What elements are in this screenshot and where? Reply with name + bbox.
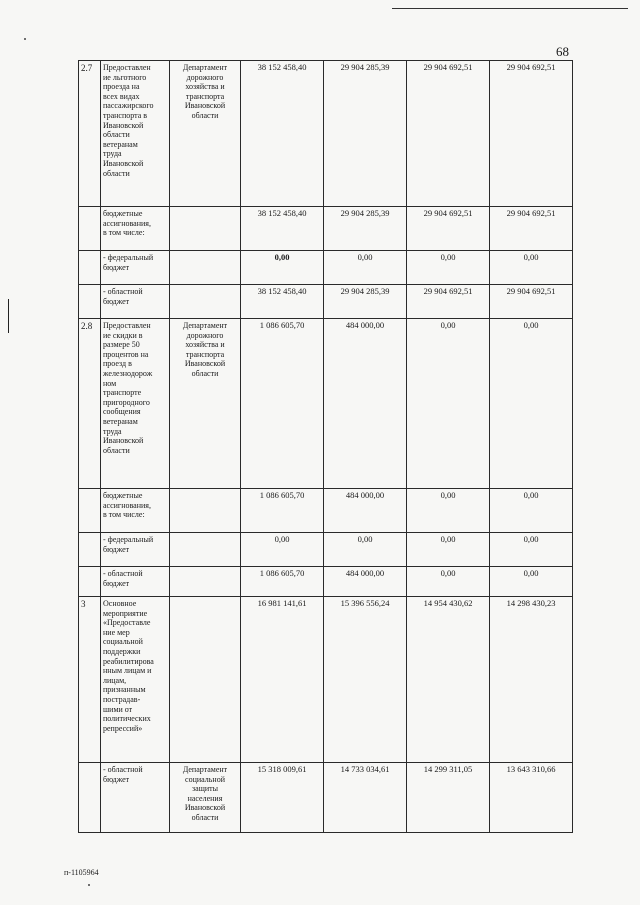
row-number	[79, 763, 101, 833]
table-row	[79, 207, 573, 251]
executor	[170, 533, 241, 567]
executor	[170, 489, 241, 533]
value-cell: 15 318 009,61	[241, 763, 324, 833]
value-cell: 29 904 285,39	[324, 61, 407, 207]
footer-code: п-1105964	[64, 868, 99, 877]
table-row	[79, 251, 573, 285]
table-row	[79, 567, 573, 597]
row-number	[79, 251, 101, 285]
value-cell: 0,00	[407, 319, 490, 489]
value-cell: 0,00	[407, 533, 490, 567]
value-cell: 484 000,00	[324, 567, 407, 597]
value-cell: 0,00	[407, 567, 490, 597]
row-number	[79, 285, 101, 319]
value-cell: 0,00	[490, 319, 573, 489]
row-number: 2.8	[79, 319, 101, 489]
table-row	[79, 285, 573, 319]
row-number	[79, 567, 101, 597]
table-row	[79, 763, 573, 833]
table-row	[79, 61, 573, 207]
executor	[170, 567, 241, 597]
row-number	[79, 207, 101, 251]
value-cell: 0,00	[324, 251, 407, 285]
measure-name: - областной бюджет	[101, 567, 170, 597]
executor	[170, 285, 241, 319]
scan-speck	[88, 884, 90, 886]
measure-name: - федеральный бюджет	[101, 251, 170, 285]
value-cell: 14 299 311,05	[407, 763, 490, 833]
value-cell: 1 086 605,70	[241, 489, 324, 533]
table-row	[79, 319, 573, 489]
value-cell: 14 298 430,23	[490, 597, 573, 763]
value-cell: 29 904 285,39	[324, 285, 407, 319]
value-cell: 29 904 692,51	[407, 207, 490, 251]
value-cell: 29 904 692,51	[407, 61, 490, 207]
page-number: 68	[556, 44, 569, 59]
value-cell: 38 152 458,40	[241, 285, 324, 319]
value-cell: 16 981 141,61	[241, 597, 324, 763]
row-number	[79, 533, 101, 567]
value-cell: 29 904 692,51	[407, 285, 490, 319]
value-cell: 15 396 556,24	[324, 597, 407, 763]
table-row	[79, 597, 573, 763]
measure-name: Предоставлен ие льготного проезда на всех видах пассажирского транспорта в Ивановской области ветеранам труда Ивановской области	[101, 61, 170, 207]
measure-name: бюджетные ассигнования, в том числе:	[101, 207, 170, 251]
executor: Департамент социальной защиты населения Ивановской области	[170, 763, 241, 833]
value-cell: 1 086 605,70	[241, 319, 324, 489]
budget-table	[78, 60, 573, 833]
scan-speck	[24, 38, 26, 40]
measure-name: Основное мероприятие «Предоставле ние мер социальной поддержки реабилитирова нным лицам и лицам, признанным пострадав- шими от политических репрессий»	[101, 597, 170, 763]
measure-name: - областной бюджет	[101, 763, 170, 833]
value-cell: 0,00	[324, 533, 407, 567]
value-cell: 0,00	[490, 489, 573, 533]
value-cell: 0,00	[241, 533, 324, 567]
value-cell: 13 643 310,66	[490, 763, 573, 833]
value-cell: 484 000,00	[324, 489, 407, 533]
value-cell: 14 954 430,62	[407, 597, 490, 763]
value-cell: 0,00	[490, 567, 573, 597]
top-rule	[392, 8, 628, 9]
value-cell: 29 904 692,51	[490, 207, 573, 251]
value-cell: 1 086 605,70	[241, 567, 324, 597]
row-number: 3	[79, 597, 101, 763]
executor	[170, 597, 241, 763]
value-cell: 0,00	[490, 533, 573, 567]
row-number	[79, 489, 101, 533]
value-cell: 0,00	[407, 251, 490, 285]
row-number: 2.7	[79, 61, 101, 207]
value-cell: 0,00	[241, 251, 324, 285]
value-cell: 29 904 692,51	[490, 61, 573, 207]
value-cell: 484 000,00	[324, 319, 407, 489]
value-cell: 38 152 458,40	[241, 207, 324, 251]
value-cell: 38 152 458,40	[241, 61, 324, 207]
executor	[170, 207, 241, 251]
table-row	[79, 489, 573, 533]
value-cell: 0,00	[407, 489, 490, 533]
value-cell: 29 904 285,39	[324, 207, 407, 251]
measure-name: Предоставлен ие скидки в размере 50 процентов на проезд в железнодорож ном транспорте пригородного сообщения ветеранам труда Ивановской области	[101, 319, 170, 489]
value-cell: 0,00	[490, 251, 573, 285]
executor	[170, 251, 241, 285]
executor: Департамент дорожного хозяйства и транспорта Ивановской области	[170, 319, 241, 489]
value-cell: 29 904 692,51	[490, 285, 573, 319]
measure-name: - федеральный бюджет	[101, 533, 170, 567]
margin-mark	[8, 299, 9, 333]
table-row	[79, 533, 573, 567]
measure-name: - областной бюджет	[101, 285, 170, 319]
measure-name: бюджетные ассигнования, в том числе:	[101, 489, 170, 533]
value-cell: 14 733 034,61	[324, 763, 407, 833]
executor: Департамент дорожного хозяйства и транспорта Ивановской области	[170, 61, 241, 207]
